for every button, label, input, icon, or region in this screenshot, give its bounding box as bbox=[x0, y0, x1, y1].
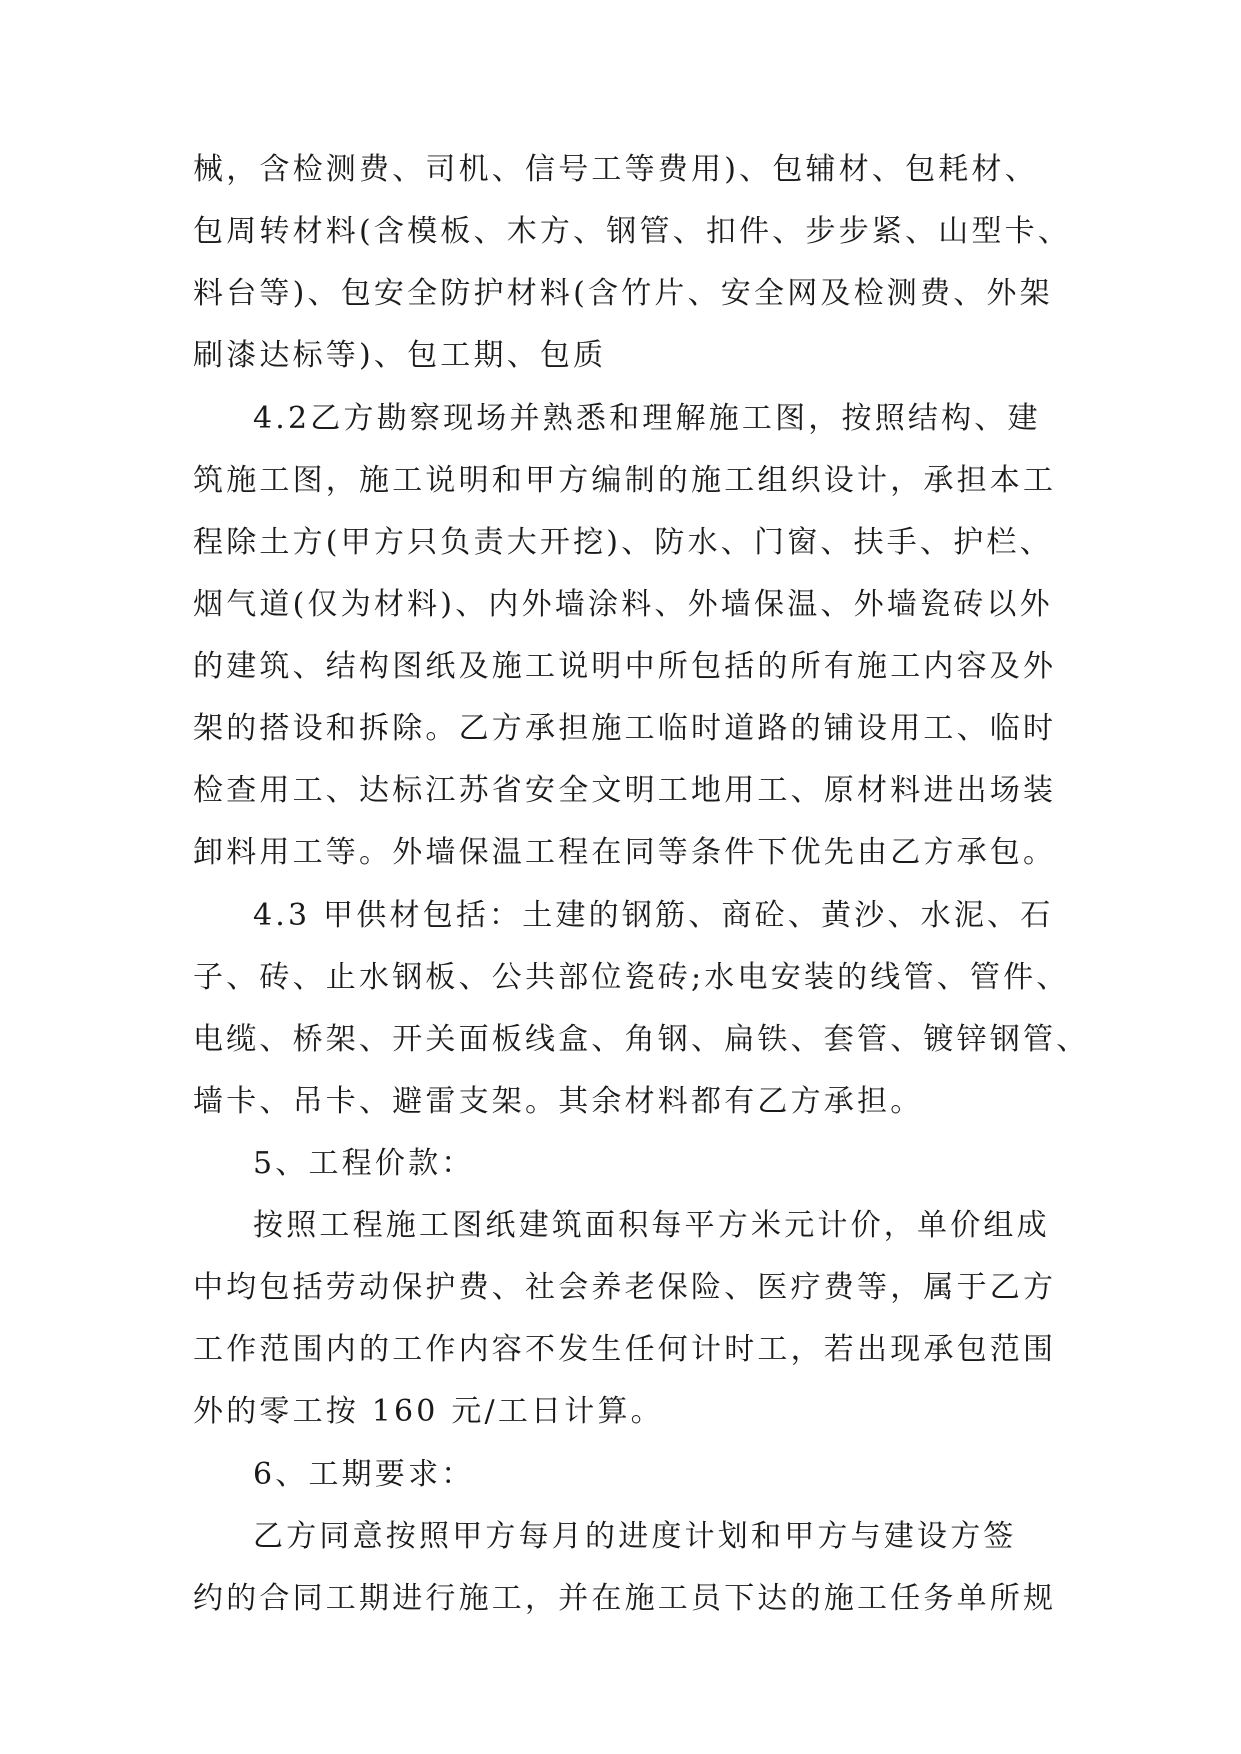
section-4-2-paragraph-line: 4.2乙方勘察现场并熟悉和理解施工图，按照结构、建 bbox=[253, 401, 1041, 436]
body-text-line: 料台等)、包安全防护材料(含竹片、安全网及检测费、外架 bbox=[193, 276, 1053, 311]
body-text-line: 架的搭设和拆除。乙方承担施工临时道路的铺设用工、临时 bbox=[193, 711, 1057, 746]
body-text-line: 程除土方(甲方只负责大开挖)、防水、门窗、扶手、护栏、 bbox=[193, 525, 1053, 560]
section-6-paragraph-line: 乙方同意按照甲方每月的进度计划和甲方与建设方签 bbox=[253, 1519, 1017, 1554]
body-text-line: 子、砖、止水钢板、公共部位瓷砖;水电安装的线管、管件、 bbox=[193, 960, 1070, 995]
section-4-3-paragraph-line: 4.3 甲供材包括：土建的钢筋、商砼、黄沙、水泥、石 bbox=[253, 898, 1054, 933]
body-text-line: 电缆、桥架、开关面板线盒、角钢、扁铁、套管、镀锌钢管、 bbox=[193, 1022, 1090, 1057]
body-text-line: 约的合同工期进行施工，并在施工员下达的施工任务单所规 bbox=[193, 1581, 1057, 1616]
body-text-line: 的建筑、结构图纸及施工说明中所包括的所有施工内容及外 bbox=[193, 649, 1057, 684]
body-text-line: 刷漆达标等)、包工期、包质 bbox=[193, 338, 607, 373]
body-text-line: 烟气道(仅为材料)、内外墙涂料、外墙保温、外墙瓷砖以外 bbox=[193, 587, 1053, 622]
body-text-line: 筑施工图，施工说明和甲方编制的施工组织设计，承担本工 bbox=[193, 463, 1057, 498]
body-text-line: 外的零工按 160 元/工日计算。 bbox=[193, 1394, 664, 1429]
body-text-line: 工作范围内的工作内容不发生任何计时工，若出现承包范围 bbox=[193, 1332, 1057, 1367]
body-text-line: 械，含检测费、司机、信号工等费用)、包辅材、包耗材、 bbox=[193, 152, 1038, 187]
body-text-line: 卸料用工等。外墙保温工程在同等条件下优先由乙方承包。 bbox=[193, 835, 1057, 870]
section-6-heading: 6、工期要求： bbox=[253, 1457, 475, 1492]
body-text-line: 墙卡、吊卡、避雷支架。其余材料都有乙方承担。 bbox=[193, 1084, 924, 1119]
section-5-paragraph-line: 按照工程施工图纸建筑面积每平方米元计价，单价组成 bbox=[253, 1208, 1050, 1243]
body-text-line: 检查用工、达标江苏省安全文明工地用工、原材料进出场装 bbox=[193, 773, 1057, 808]
body-text-line: 中均包括劳动保护费、社会养老保险、医疗费等，属于乙方 bbox=[193, 1270, 1057, 1305]
section-5-heading: 5、工程价款： bbox=[253, 1146, 475, 1181]
body-text-line: 包周转材料(含模板、木方、钢管、扣件、步步紧、山型卡、 bbox=[193, 214, 1072, 249]
